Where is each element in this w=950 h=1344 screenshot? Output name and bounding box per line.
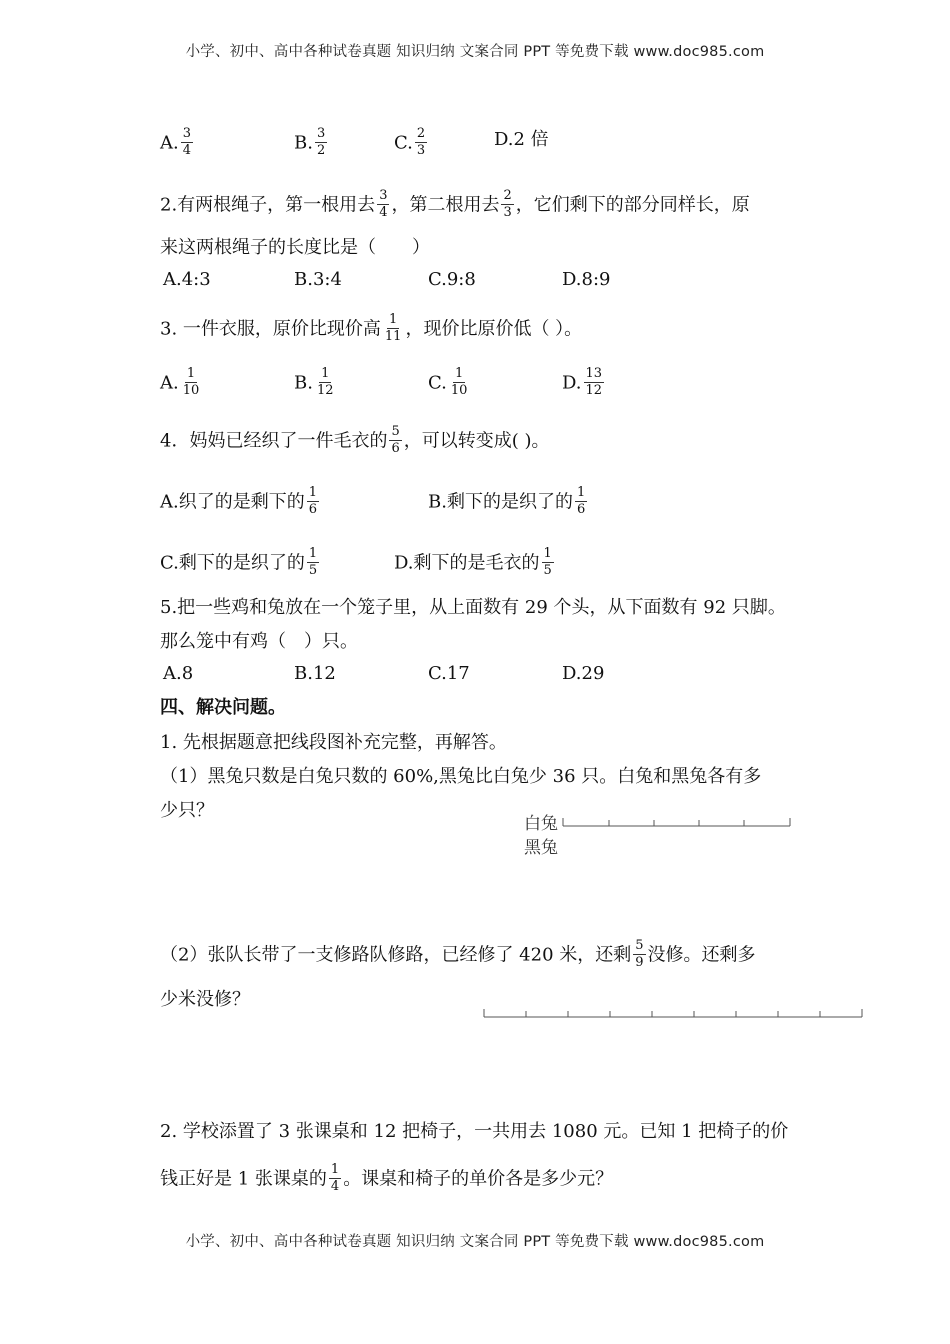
q5-option-d: D.29 <box>562 663 605 684</box>
fraction: $\frac{1}{10}$ <box>182 366 200 398</box>
q3-option-d: D. $\frac{13}{12}$ <box>562 366 603 398</box>
fraction: $\frac{1}{5}$ <box>308 546 318 578</box>
problem1-1-line2: 少只？ <box>160 800 214 821</box>
q4-option-a: A.织了的是剩下的 $\frac{1}{6}$ <box>160 485 318 517</box>
fraction: $\frac{3}{4}$ <box>182 126 192 158</box>
q5-question-line1: 5.把一些鸡和兔放在一个笼子里，从上面数有 29 个头，从下面数有 92 只脚。 <box>160 597 786 618</box>
page-footer: 小学、初中、高中各种试卷真题 知识归纳 文案合同 PPT 等免费下载 www.doc985.com <box>185 1234 765 1250</box>
problem1-1-line1: （1）黑兔只数是白兔只数的 60%,黑兔比白兔少 36 只。白兔和黑兔各有多 <box>160 766 762 787</box>
q1-option-a: A. $\frac{3}{4}$ <box>160 126 192 158</box>
q3-question: 3. 一件衣服，原价比现价高 $\frac{1}{11}$ ，现价比原价低（ ）。 <box>160 312 583 344</box>
fraction: $\frac{1}{4}$ <box>330 1162 340 1194</box>
q5-question-line2: 那么笼中有鸡（ ）只。 <box>160 631 358 652</box>
page-header: 小学、初中、高中各种试卷真题 知识归纳 文案合同 PPT 等免费下载 www.doc985.com <box>185 44 765 60</box>
fraction: $\frac{1}{6}$ <box>576 485 586 517</box>
fraction: $\frac{2}{3}$ <box>503 188 512 220</box>
fraction: $\frac{3}{2}$ <box>316 126 326 158</box>
q1-option-c: C. $\frac{2}{3}$ <box>394 126 426 158</box>
fraction: $\frac{1}{11}$ <box>384 312 402 344</box>
problem2-line1: 2. 学校添置了 3 张课桌和 12 把椅子，一共用去 1080 元。已知 1 把椅子的价 <box>160 1121 789 1142</box>
q1-option-b: B. $\frac{3}{2}$ <box>294 126 326 158</box>
white-rabbit-label: 白兔 <box>524 814 558 834</box>
problem1-2-line1: （2）张队长带了一支修路队修路，已经修了 420 米，还剩 $\frac{5}{9}$ 没修。还剩多 <box>160 938 756 970</box>
q2-option-a: A.4:3 <box>163 269 211 290</box>
q4-option-b: B.剩下的是织了的 $\frac{1}{6}$ <box>428 485 586 517</box>
fraction: $\frac{1}{10}$ <box>450 366 468 398</box>
fraction: $\frac{13}{12}$ <box>585 366 603 398</box>
q2-option-d: D.8:9 <box>562 269 611 290</box>
road-segment <box>482 1006 866 1022</box>
q5-option-b: B.12 <box>294 663 336 684</box>
q4-option-d: D.剩下的是毛衣的 $\frac{1}{5}$ <box>394 546 552 578</box>
q5-option-a: A.8 <box>163 663 194 684</box>
fraction: $\frac{1}{6}$ <box>308 485 318 517</box>
q3-option-a: A. $\frac{1}{10}$ <box>160 366 200 398</box>
fraction: $\frac{2}{3}$ <box>416 126 426 158</box>
q3-option-c: C. $\frac{1}{10}$ <box>428 366 468 398</box>
q2-option-c: C.9:8 <box>428 269 476 290</box>
section-title: 四、解决问题。 <box>160 697 286 718</box>
q2-question-line1: 2.有两根绳子，第一根用去 $\frac{3}{4}$ ，第二根用去 $\frac{2}{3}$ ，它们剩下的部分同样长，原 <box>160 188 750 220</box>
fraction: $\frac{5}{6}$ <box>391 424 400 456</box>
q2-option-b: B.3:4 <box>294 269 342 290</box>
q4-option-c: C.剩下的是织了的 $\frac{1}{5}$ <box>160 546 318 578</box>
q3-option-b: B. $\frac{1}{12}$ <box>294 366 334 398</box>
fraction: $\frac{1}{5}$ <box>543 546 552 578</box>
fraction: $\frac{3}{4}$ <box>379 188 388 220</box>
problem1-2-line2: 少米没修？ <box>160 989 250 1010</box>
fraction: $\frac{5}{9}$ <box>635 938 644 970</box>
black-rabbit-label: 黑兔 <box>524 838 558 858</box>
q2-question-line2: 来这两根绳子的长度比是（ ） <box>160 237 430 258</box>
q1-option-d: D.2 倍 <box>494 129 549 150</box>
problem1-intro: 1. 先根据题意把线段图补充完整，再解答。 <box>160 732 507 753</box>
problem2-line2: 钱正好是 1 张课桌的 $\frac{1}{4}$ 。课桌和椅子的单价各是多少元？ <box>160 1162 614 1194</box>
fraction: $\frac{1}{12}$ <box>316 366 334 398</box>
q4-question: 4．妈妈已经织了一件毛衣的 $\frac{5}{6}$ ，可以转变成( )。 <box>160 424 550 456</box>
q5-option-c: C.17 <box>428 663 470 684</box>
white-rabbit-segment <box>562 815 794 831</box>
